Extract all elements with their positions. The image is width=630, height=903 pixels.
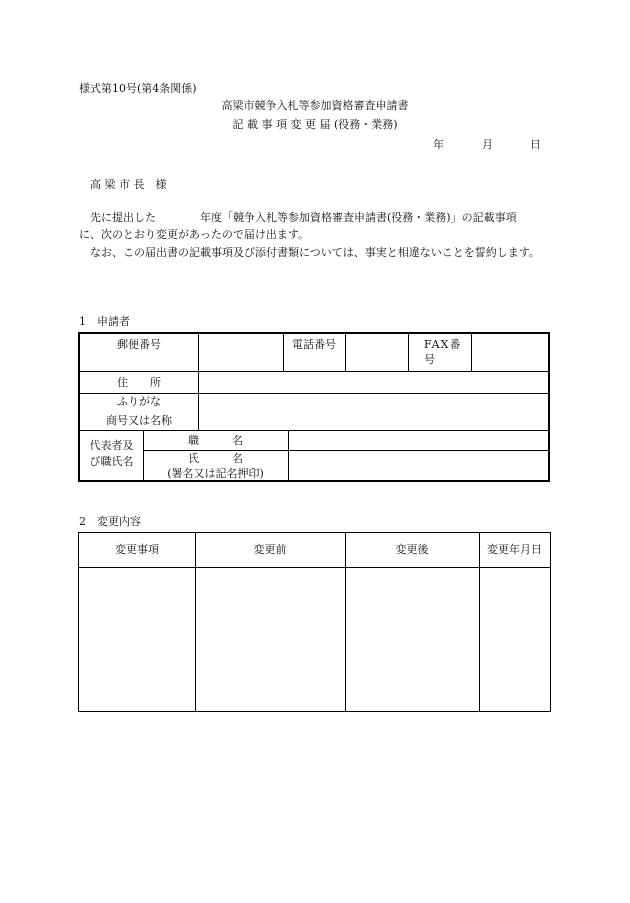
section2-title: 2 変更内容 bbox=[79, 515, 141, 528]
applicant-table bbox=[78, 332, 550, 482]
body-p1-rest: 年度「競争入札等参加資格審査申請書(役務・業務)」の記載事項 bbox=[200, 211, 517, 224]
label-fax-1: FAX番 bbox=[424, 338, 462, 351]
label-address: 住 所 bbox=[117, 376, 161, 389]
label-representative-1: 代表者及 bbox=[89, 439, 134, 452]
date-day: 日 bbox=[530, 138, 541, 151]
title-line-1: 高梁市競争入札等参加資格審査申請書 bbox=[221, 99, 409, 112]
title-line-2: 記 載 事 項 変 更 届 (役務・業務) bbox=[232, 118, 398, 131]
header-change-item: 変更事項 bbox=[115, 543, 159, 556]
label-fax-2: 号 bbox=[424, 353, 435, 366]
label-name: 氏 名 bbox=[188, 452, 243, 465]
label-postal-code: 郵便番号 bbox=[117, 338, 161, 351]
label-signature-note: (署名又は記名押印) bbox=[167, 467, 264, 480]
label-phone: 電話番号 bbox=[292, 338, 336, 351]
body-p2: なお、この届出書の記載事項及び添付書類については、事実と相違ないことを誓約します。 bbox=[90, 246, 540, 259]
form-number: 様式第10号(第4条関係) bbox=[79, 82, 197, 95]
label-position: 職 名 bbox=[188, 434, 243, 447]
header-before-change: 変更前 bbox=[253, 543, 287, 556]
header-change-date: 変更年月日 bbox=[487, 543, 542, 556]
header-after-change: 変更後 bbox=[395, 543, 429, 556]
date-month: 月 bbox=[482, 138, 493, 151]
body-p1-cont: に、次のとおり変更があったので届け出ます。 bbox=[79, 228, 310, 241]
addressee: 高 梁 市 長 様 bbox=[90, 178, 167, 191]
label-furigana: ふりがな bbox=[117, 395, 161, 408]
body-p1-start: 先に提出した bbox=[90, 211, 156, 224]
date-year: 年 bbox=[433, 138, 444, 151]
label-representative-2: び職氏名 bbox=[89, 455, 134, 468]
change-table bbox=[78, 532, 551, 712]
section1-title: 1 申請者 bbox=[79, 315, 130, 328]
label-company-name: 商号又は名称 bbox=[106, 414, 172, 427]
